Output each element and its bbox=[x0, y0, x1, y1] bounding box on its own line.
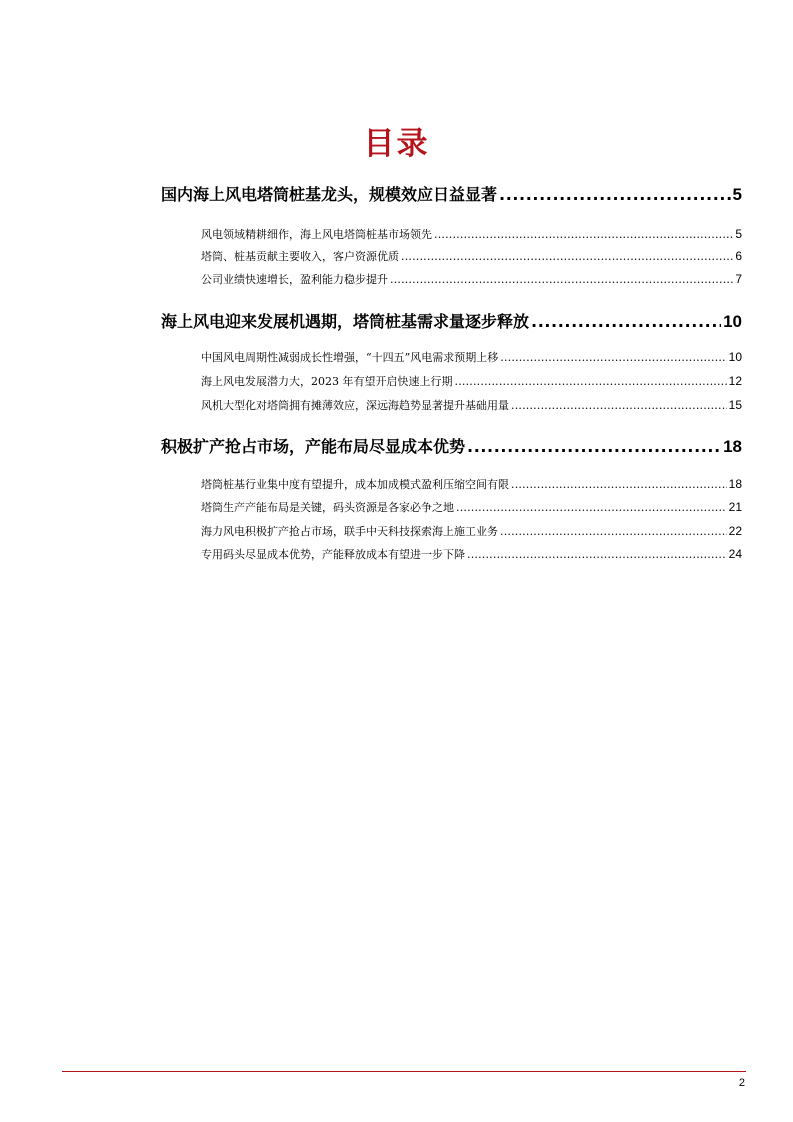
toc-section-label: 海上风电迎来发展机遇期，塔筒桩基需求量逐步释放 bbox=[161, 312, 530, 331]
toc-section-2[interactable] bbox=[161, 309, 742, 332]
toc-page-number: 10 bbox=[728, 350, 742, 364]
leader-dots bbox=[456, 501, 727, 514]
toc-page-number: 18 bbox=[728, 477, 742, 491]
toc-page-number: 6 bbox=[735, 249, 742, 263]
leader-dots bbox=[500, 351, 726, 364]
toc-section-1[interactable] bbox=[161, 182, 742, 205]
toc-item-label: 风机大型化对塔筒拥有摊薄效应，深远海趋势显著提升基础用量 bbox=[201, 399, 509, 412]
toc-section-3[interactable] bbox=[161, 434, 742, 457]
leader-dots bbox=[455, 375, 727, 388]
leader-dots bbox=[390, 273, 733, 286]
leader-dots bbox=[434, 228, 733, 241]
leader-dots bbox=[511, 478, 727, 491]
toc-page-number: 12 bbox=[728, 374, 742, 388]
toc-page-number: 21 bbox=[728, 500, 742, 514]
leader-dots bbox=[531, 312, 721, 331]
toc-page-number: 24 bbox=[728, 547, 742, 561]
toc-item-1-2[interactable] bbox=[201, 248, 742, 264]
leader-dots bbox=[499, 185, 731, 204]
toc-page-number: 5 bbox=[735, 227, 742, 241]
leader-dots bbox=[500, 525, 727, 538]
toc-item-2-3[interactable] bbox=[201, 397, 742, 413]
toc-page-number: 5 bbox=[732, 185, 742, 204]
toc-item-3-3[interactable] bbox=[201, 523, 742, 539]
toc-item-3-4[interactable] bbox=[201, 546, 742, 562]
toc-item-label: 塔筒桩基行业集中度有望提升，成本加成模式盈利压缩空间有限 bbox=[201, 478, 509, 491]
toc-page-number: 22 bbox=[728, 524, 742, 538]
toc-item-2-1[interactable] bbox=[201, 349, 742, 365]
leader-dots bbox=[401, 250, 733, 263]
toc-item-2-2[interactable] bbox=[201, 373, 742, 389]
toc-item-label: 海上风电发展潜力大，2023 年有望开启快速上行期 bbox=[201, 375, 453, 388]
toc-item-3-2[interactable] bbox=[201, 499, 742, 515]
toc-item-label: 中国风电周期性减弱成长性增强，“十四五”风电需求预期上移 bbox=[201, 351, 499, 364]
toc-section-label: 国内海上风电塔筒桩基龙头，规模效应日益显著 bbox=[161, 185, 498, 204]
toc-item-1-1[interactable] bbox=[201, 226, 742, 242]
toc-item-label: 专用码头尽显成本优势，产能释放成本有望进一步下降 bbox=[201, 548, 465, 561]
toc-item-1-3[interactable] bbox=[201, 271, 742, 287]
footer-divider bbox=[62, 1071, 746, 1072]
toc-page-number: 18 bbox=[723, 437, 742, 456]
toc-item-label: 塔筒、桩基贡献主要收入，客户资源优质 bbox=[201, 250, 399, 263]
page-title: 目录 bbox=[363, 126, 430, 162]
toc-page-number: 15 bbox=[728, 398, 742, 412]
toc-item-label: 海力风电积极扩产抢占市场，联手中天科技探索海上施工业务 bbox=[201, 525, 498, 538]
toc-page-number: 7 bbox=[735, 272, 742, 286]
toc-item-3-1[interactable] bbox=[201, 476, 742, 492]
footer-page-number: 2 bbox=[738, 1077, 745, 1089]
toc-item-label: 公司业绩快速增长，盈利能力稳步提升 bbox=[201, 273, 388, 286]
leader-dots bbox=[511, 399, 727, 412]
leader-dots bbox=[467, 437, 721, 456]
toc-section-label: 积极扩产抢占市场，产能布局尽显成本优势 bbox=[161, 437, 466, 456]
toc-page-number: 10 bbox=[723, 312, 742, 331]
toc-item-label: 塔筒生产产能布局是关键，码头资源是各家必争之地 bbox=[201, 501, 454, 514]
leader-dots bbox=[467, 548, 727, 561]
toc-item-label: 风电领域精耕细作，海上风电塔筒桩基市场领先 bbox=[201, 228, 432, 241]
